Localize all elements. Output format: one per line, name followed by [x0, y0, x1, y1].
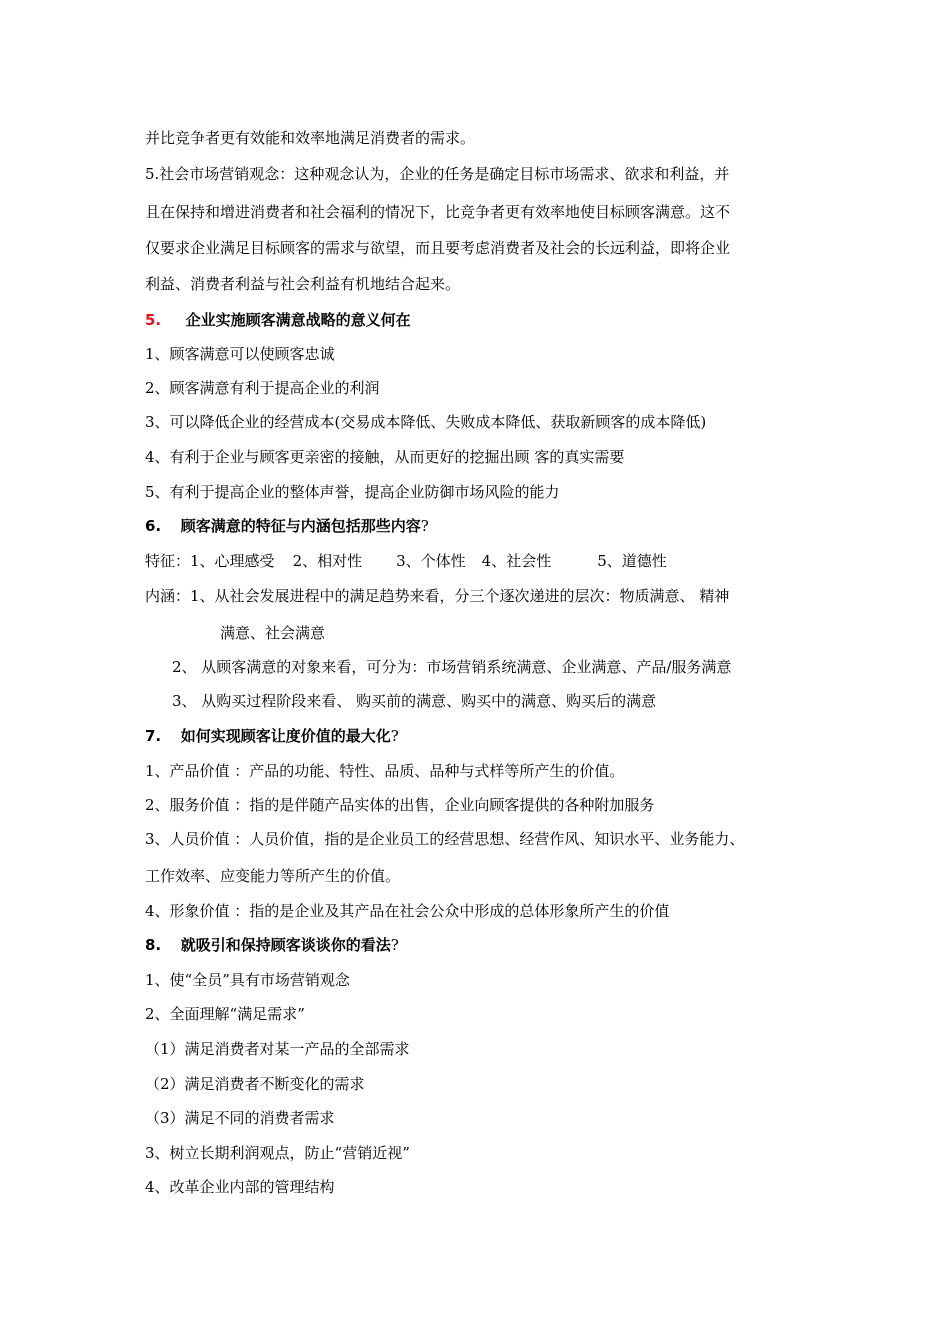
- list-item: 4、形象价值 ：指的是企业及其产品在社会公众中形成的总体形象所产生的价值: [145, 902, 670, 920]
- list-item: （2）满足消费者不断变化的需求: [145, 1075, 365, 1093]
- list-item: 工作效率、应变能力等所产生的价值。: [145, 867, 401, 885]
- question-heading-7: [145, 726, 399, 746]
- list-item: 2、顾客满意有利于提高企业的利润: [145, 379, 380, 397]
- question-number: 7.: [145, 727, 162, 745]
- list-item: 4、改革企业内部的管理结构: [145, 1178, 335, 1196]
- question-title: 企业实施顾客满意战略的意义何在: [185, 311, 411, 329]
- question-mark: ?: [390, 936, 399, 954]
- list-item: 3、可以降低企业的经营成本(交易成本降低、失败成本降低、获取新顾客的成本降低): [145, 413, 707, 431]
- paragraph-line: 仅要求企业满足目标顾客的需求与欲望，而且要考虑消费者及社会的长远利益，即将企业: [145, 239, 731, 257]
- features-line: [145, 551, 667, 571]
- list-item: 2、全面理解“满足需求”: [145, 1005, 305, 1023]
- paragraph-line: 并比竞争者更有效能和效率地满足消费者的需求。: [145, 129, 476, 147]
- question-number: 5.: [145, 311, 162, 329]
- feature-item: 3、个体性: [396, 552, 466, 570]
- list-item: 1、产品价值 ：产品的功能、特性、品质、品种与式样等所产生的价值。: [145, 762, 625, 780]
- list-item: 1、使“全员”具有市场营销观念: [145, 971, 350, 989]
- paragraph-line: 5.社会市场营销观念：这种观念认为，企业的任务是确定目标市场需求、欲求和利益，并: [145, 165, 730, 183]
- feature-item: 4、社会性: [481, 552, 552, 570]
- list-item: （1）满足消费者对某一产品的全部需求: [145, 1040, 410, 1058]
- list-item: 2、服务价值 ：指的是伴随产品实体的出售，企业向顾客提供的各种附加服务: [145, 796, 655, 814]
- question-mark: ?: [420, 517, 429, 535]
- question-number: 8.: [145, 936, 162, 954]
- list-item: 4、有利于企业与顾客更亲密的接触，从而更好的挖掘出顾 客的真实需要: [145, 448, 625, 466]
- feature-item: 2、相对性: [292, 552, 363, 570]
- connotation-line: 3、 从购买过程阶段来看、 购买前的满意、购买中的满意、购买后的满意: [172, 692, 657, 710]
- question-number: 6.: [145, 517, 162, 535]
- question-title: 如何实现顾客让度价值的最大化: [180, 727, 391, 745]
- question-heading-8: [145, 935, 399, 955]
- feature-item: 1、心理感受: [190, 552, 275, 570]
- list-item: 3、人员价值 ：人员价值，指的是企业员工的经营思想、经营作风、知识水平、业务能力、: [145, 830, 745, 848]
- list-item: 3、树立长期利润观点，防止“营销近视”: [145, 1144, 410, 1162]
- connotation-line: 满意、社会满意: [220, 624, 326, 642]
- question-heading-6: [145, 516, 429, 536]
- question-title: 就吸引和保持顾客谈谈你的看法: [180, 936, 391, 954]
- paragraph-line: 且在保持和增进消费者和社会福利的情况下，比竞争者更有效率地使目标顾客满意。这不: [145, 203, 731, 221]
- list-item: 1、顾客满意可以使顾客忠诚: [145, 345, 335, 363]
- paragraph-line: 利益、消费者利益与社会利益有机地结合起来。: [145, 275, 461, 293]
- list-item: 5、有利于提高企业的整体声誉，提高企业防御市场风险的能力: [145, 483, 560, 501]
- list-item: （3）满足不同的消费者需求: [145, 1109, 335, 1127]
- connotation-line: 内涵：1、从社会发展进程中的满足趋势来看，分三个逐次递进的层次：物质满意、 精神: [145, 587, 730, 605]
- question-heading-5: [145, 310, 411, 330]
- question-mark: ?: [390, 727, 399, 745]
- connotation-line: 2、 从顾客满意的对象来看，可分为：市场营销系统满意、企业满意、产品/服务满意: [172, 658, 732, 676]
- features-label: 特征：: [145, 552, 191, 570]
- question-title: 顾客满意的特征与内涵包括那些内容: [180, 517, 421, 535]
- feature-item: 5、道德性: [597, 552, 667, 570]
